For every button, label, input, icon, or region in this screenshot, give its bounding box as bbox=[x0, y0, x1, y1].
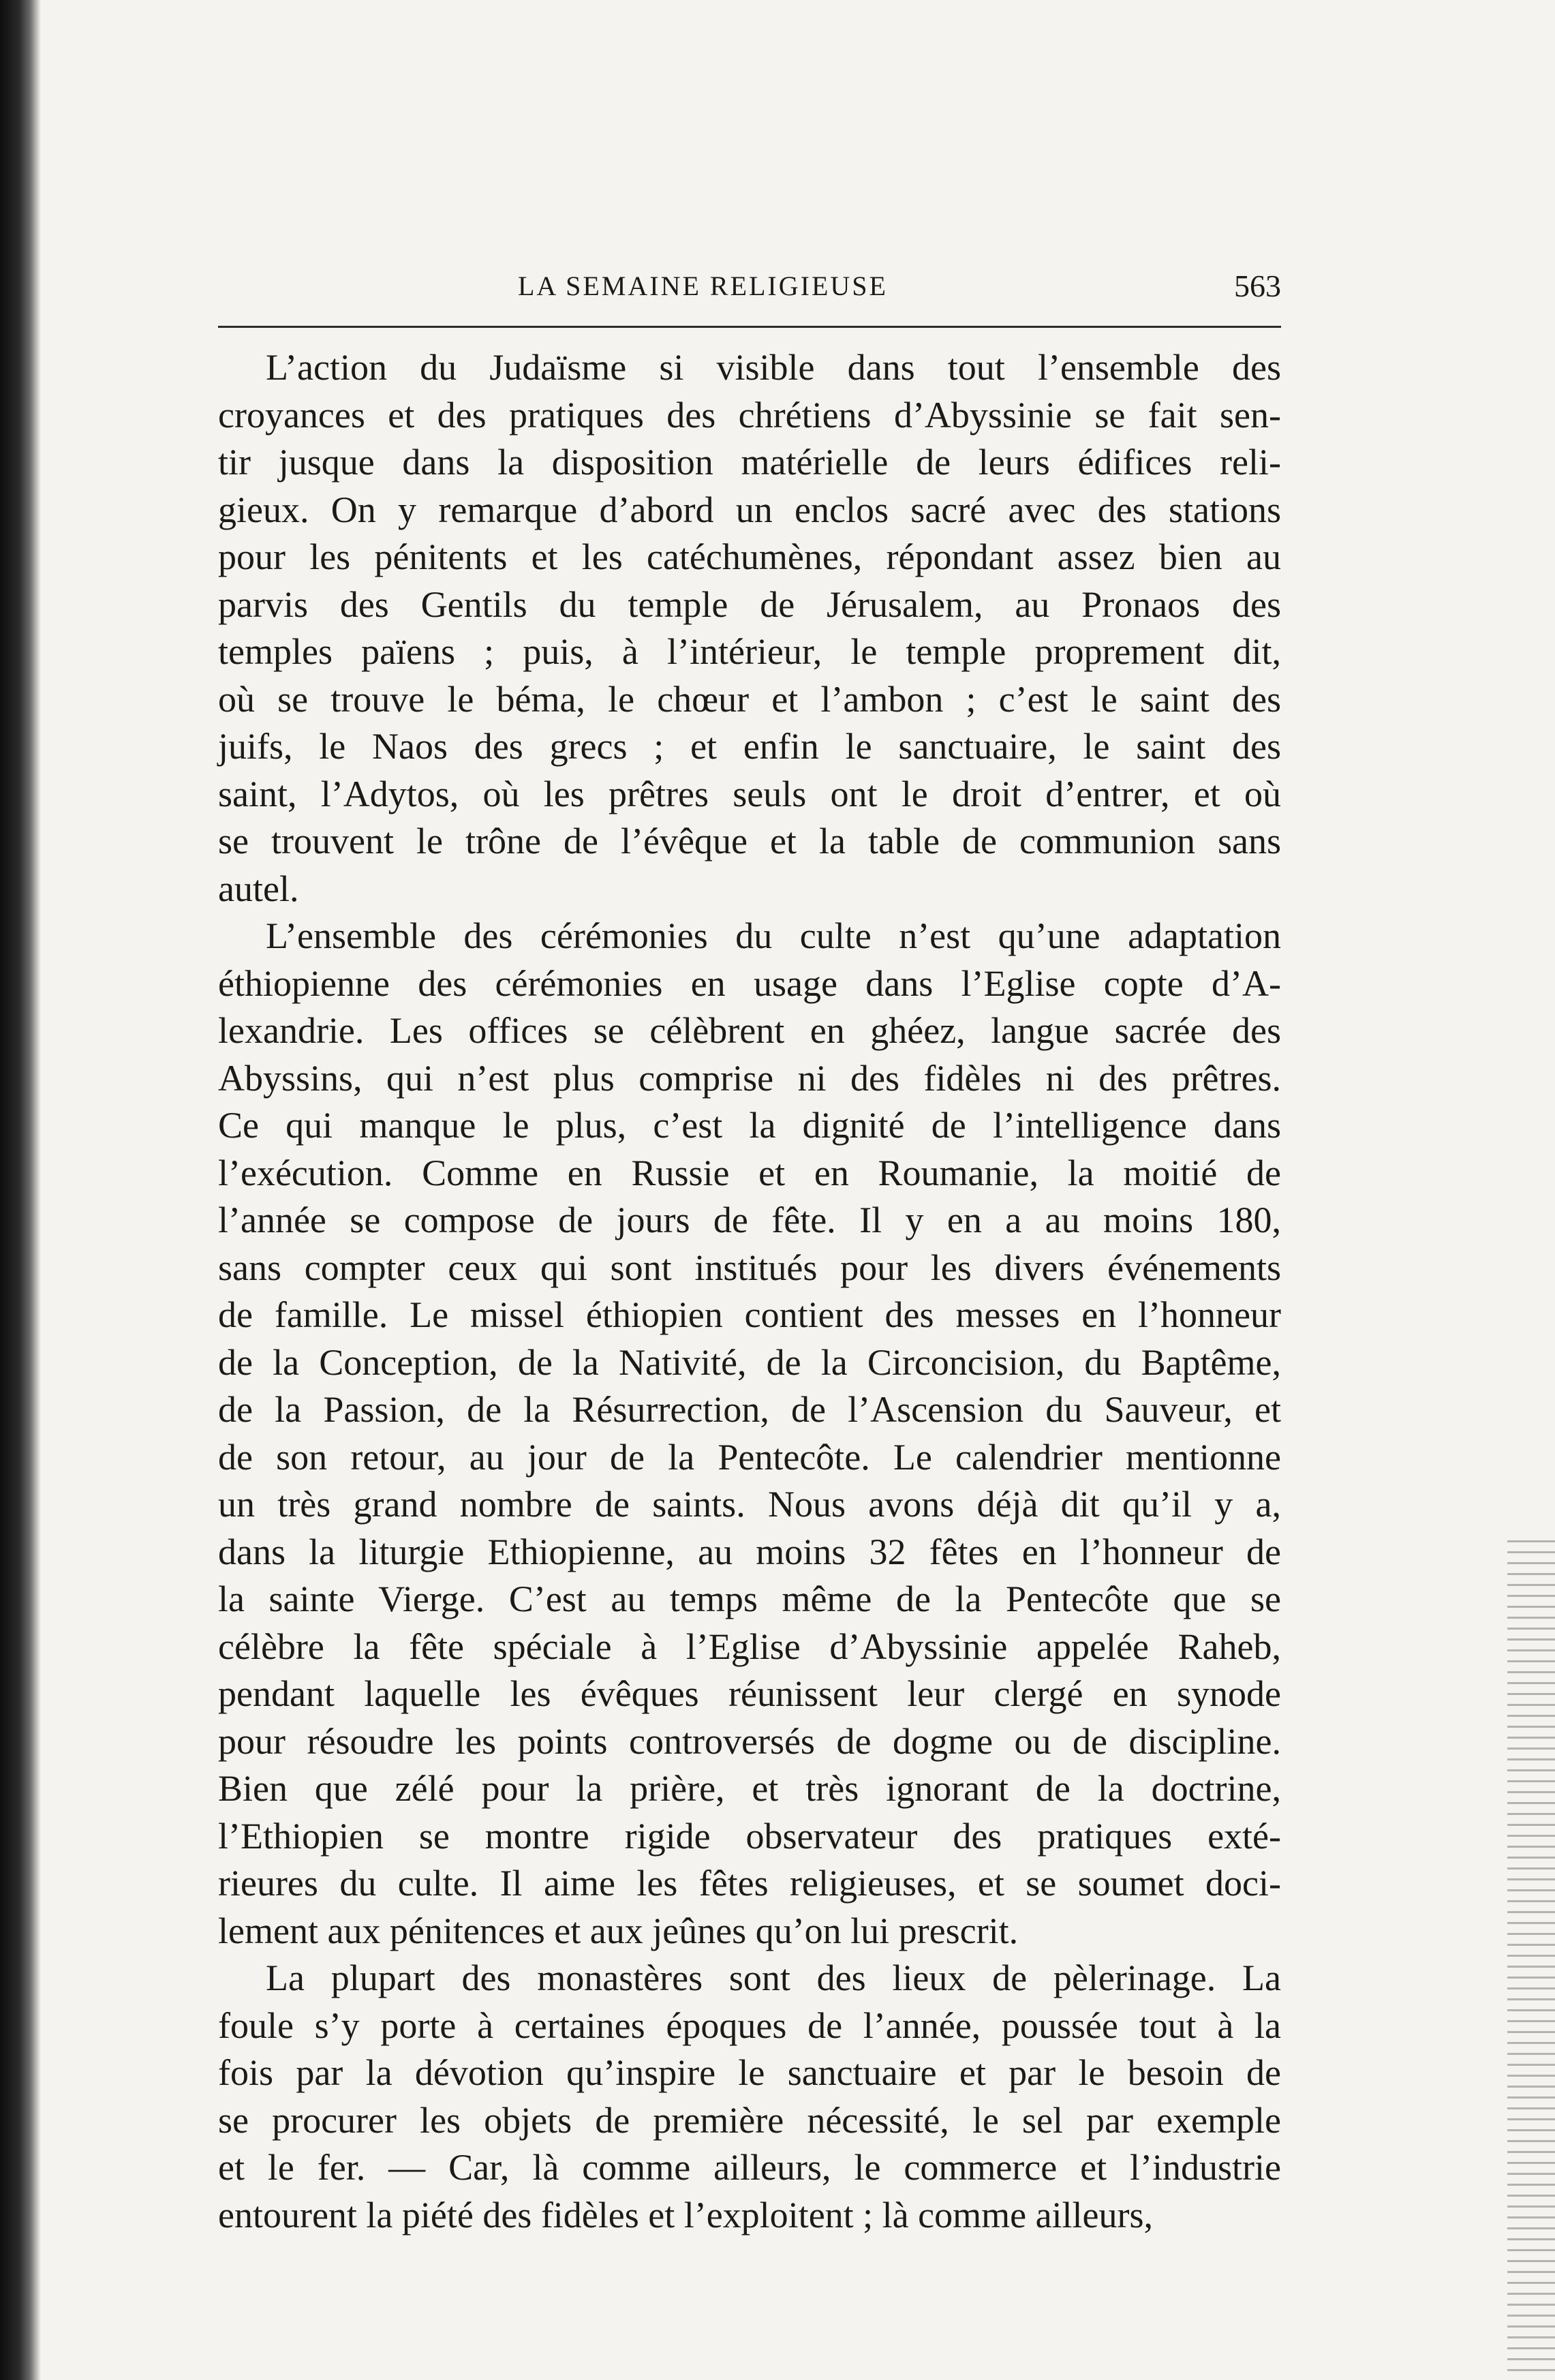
text-line: fois par la dévotion qu’inspire le sanctuaire et par le besoin de bbox=[218, 2052, 1281, 2093]
text-line: se trouvent le trône de l’évêque et la table de communion sans bbox=[218, 821, 1281, 861]
text-line: juifs, le Naos des grecs ; et enfin le sanctuaire, le saint des bbox=[218, 726, 1281, 767]
header-rule bbox=[218, 326, 1281, 328]
binding-shadow bbox=[0, 0, 41, 2380]
text-line: l’exécution. Comme en Russie et en Roumanie, la moitié de bbox=[218, 1152, 1281, 1193]
text-line: temples païens ; puis, à l’intérieur, le temple proprement dit, bbox=[218, 631, 1281, 672]
page-number: 563 bbox=[1234, 269, 1281, 303]
text-line: de la Passion, de la Résurrection, de l’Ascension du Sauveur, et bbox=[218, 1389, 1281, 1430]
text-line: se procurer les objets de première nécessité, le sel par exemple bbox=[218, 2099, 1281, 2141]
text-line: sans compter ceux qui sont institués pour les divers événements bbox=[218, 1247, 1281, 1288]
text-line: et le fer. — Car, là comme ailleurs, le commerce et l’industrie bbox=[218, 2147, 1281, 2188]
text-line: lement aux pénitences et aux jeûnes qu’on lui prescrit. bbox=[218, 1910, 1019, 1951]
text-line: Bien que zélé pour la prière, et très ignorant de la doctrine, bbox=[218, 1768, 1281, 1809]
text-line: rieures du culte. Il aime les fêtes religieuses, et se soumet doci- bbox=[218, 1863, 1281, 1904]
text-line: de famille. Le missel éthiopien contient des messes en l’honneur bbox=[218, 1294, 1281, 1335]
text-line: L’ensemble des cérémonies du culte n’est qu’une adaptation bbox=[266, 915, 1281, 956]
text-line: La plupart des monastères sont des lieux de pèlerinage. La bbox=[266, 1957, 1281, 1998]
text-line: de la Conception, de la Nativité, de la Circoncision, du Baptême, bbox=[218, 1341, 1281, 1383]
text-line: éthiopienne des cérémonies en usage dans l’Eglise copte d’A- bbox=[218, 962, 1281, 1004]
paragraph bbox=[218, 344, 1281, 913]
text-line: entourent la piété des fidèles et l’exploitent ; là comme ailleurs, bbox=[218, 2194, 1154, 2236]
text-line: saint, l’Adytos, où les prêtres seuls ont le droit d’entrer, et où bbox=[218, 773, 1281, 814]
text-line: l’Ethiopien se montre rigide observateur des pratiques exté- bbox=[218, 1815, 1281, 1857]
text-line: un très grand nombre de saints. Nous avons déjà dit qu’il y a, bbox=[218, 1484, 1281, 1525]
text-line: Ce qui manque le plus, c’est la dignité de l’intelligence dans bbox=[218, 1105, 1281, 1146]
text-line: où se trouve le béma, le chœur et l’ambon ; c’est le saint des bbox=[218, 678, 1281, 720]
text-line: pendant laquelle les évêques réunissent leur clergé en synode bbox=[218, 1673, 1281, 1714]
text-line: lexandrie. Les offices se célèbrent en ghéez, langue sacrée des bbox=[218, 1010, 1281, 1051]
text-line: autel. bbox=[218, 868, 299, 909]
text-line: dans la liturgie Ethiopienne, au moins 32 fêtes en l’honneur de bbox=[218, 1531, 1281, 1572]
text-line: tir jusque dans la disposition matérielle de leurs édifices reli- bbox=[218, 442, 1281, 483]
running-title: LA SEMAINE RELIGIEUSE bbox=[518, 271, 888, 301]
scan-noise bbox=[1507, 1540, 1555, 2379]
text-line: L’action du Judaïsme si visible dans tout l’ensemble des bbox=[266, 347, 1281, 388]
text-line: la sainte Vierge. C’est au temps même de la Pentecôte que se bbox=[218, 1578, 1281, 1619]
text-line: de son retour, au jour de la Pentecôte. Le calendrier mentionne bbox=[218, 1436, 1281, 1478]
paragraph bbox=[218, 1955, 1281, 2239]
text-line: foule s’y porte à certaines époques de l’année, poussée tout à la bbox=[218, 2004, 1281, 2046]
text-line: pour les pénitents et les catéchumènes, répondant assez bien au bbox=[218, 536, 1281, 577]
text-line: gieux. On y remarque d’abord un enclos sacré avec des stations bbox=[218, 489, 1281, 530]
text-line: Abyssins, qui n’est plus comprise ni des fidèles ni des prêtres. bbox=[218, 1057, 1281, 1099]
paragraph bbox=[218, 913, 1281, 1955]
page-header bbox=[218, 262, 1281, 310]
body-text bbox=[218, 344, 1281, 2239]
text-line: pour résoudre les points controversés de dogme ou de discipline. bbox=[218, 1720, 1281, 1762]
text-line: croyances et des pratiques des chrétiens d’Abyssinie se fait sen- bbox=[218, 394, 1281, 436]
text-line: l’année se compose de jours de fête. Il y en a au moins 180, bbox=[218, 1200, 1281, 1240]
text-line: parvis des Gentils du temple de Jérusalem, au Pronaos des bbox=[218, 583, 1281, 625]
text-line: célèbre la fête spéciale à l’Eglise d’Abyssinie appelée Raheb, bbox=[218, 1626, 1281, 1667]
